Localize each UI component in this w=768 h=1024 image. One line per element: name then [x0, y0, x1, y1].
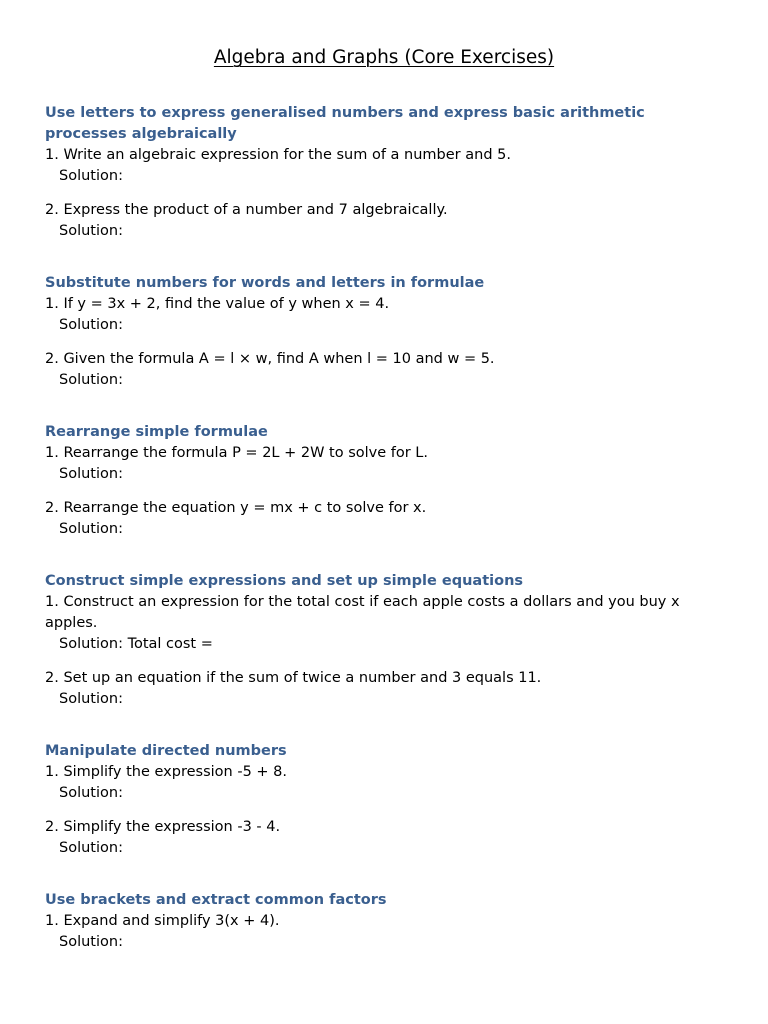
solution-label: Solution:: [59, 840, 123, 856]
solution-label: Solution:: [59, 521, 123, 537]
question-text: 1. Construct an expression for the total cost if each apple costs a dollars and you buy x apples.: [45, 594, 680, 631]
document-content: [45, 103, 725, 984]
question-text: 2. Rearrange the equation y = mx + c to solve for x.: [45, 500, 427, 516]
question-item: [45, 200, 725, 242]
solution-label: Solution:: [59, 466, 123, 482]
question-text: 2. Given the formula A = l × w, find A when l = 10 and w = 5.: [45, 351, 495, 367]
question-text: 1. Rearrange the formula P = 2L + 2W to solve for L.: [45, 445, 428, 461]
solution-label: Solution: Total cost =: [59, 636, 213, 652]
solution-label: Solution:: [59, 168, 123, 184]
question-item: [45, 911, 725, 953]
question-text: 2. Express the product of a number and 7 algebraically.: [45, 202, 448, 218]
question-item: [45, 817, 725, 859]
section: [45, 571, 725, 710]
question-item: [45, 145, 725, 187]
document-title: [0, 46, 768, 70]
question-item: [45, 668, 725, 710]
solution-label: Solution:: [59, 317, 123, 333]
section-heading: Rearrange simple formulae: [45, 424, 268, 440]
section: [45, 103, 725, 242]
section-heading: Manipulate directed numbers: [45, 743, 287, 759]
section: [45, 273, 725, 391]
solution-label: Solution:: [59, 691, 123, 707]
question-text: 1. Expand and simplify 3(x + 4).: [45, 913, 280, 929]
solution-label: Solution:: [59, 223, 123, 239]
question-text: 1. Simplify the expression -5 + 8.: [45, 764, 287, 780]
section: [45, 741, 725, 859]
solution-label: Solution:: [59, 934, 123, 950]
question-item: [45, 592, 725, 655]
question-text: 1. Write an algebraic expression for the sum of a number and 5.: [45, 147, 511, 163]
question-text: 2. Simplify the expression -3 - 4.: [45, 819, 281, 835]
question-item: [45, 498, 725, 540]
question-item: [45, 443, 725, 485]
question-item: [45, 294, 725, 336]
section: [45, 890, 725, 953]
section-heading: Construct simple expressions and set up simple equations: [45, 573, 524, 589]
section: [45, 422, 725, 540]
question-text: 1. If y = 3x + 2, find the value of y when x = 4.: [45, 296, 390, 312]
section-heading: Use brackets and extract common factors: [45, 892, 387, 908]
section-heading: Substitute numbers for words and letters in formulae: [45, 275, 485, 291]
question-item: [45, 349, 725, 391]
section-heading: Use letters to express generalised numbers and express basic arithmetic processes algebraically: [45, 105, 645, 142]
question-item: [45, 762, 725, 804]
question-text: 2. Set up an equation if the sum of twice a number and 3 equals 11.: [45, 670, 542, 686]
solution-label: Solution:: [59, 785, 123, 801]
solution-label: Solution:: [59, 372, 123, 388]
document-title-text: Algebra and Graphs (Core Exercises): [213, 47, 555, 68]
